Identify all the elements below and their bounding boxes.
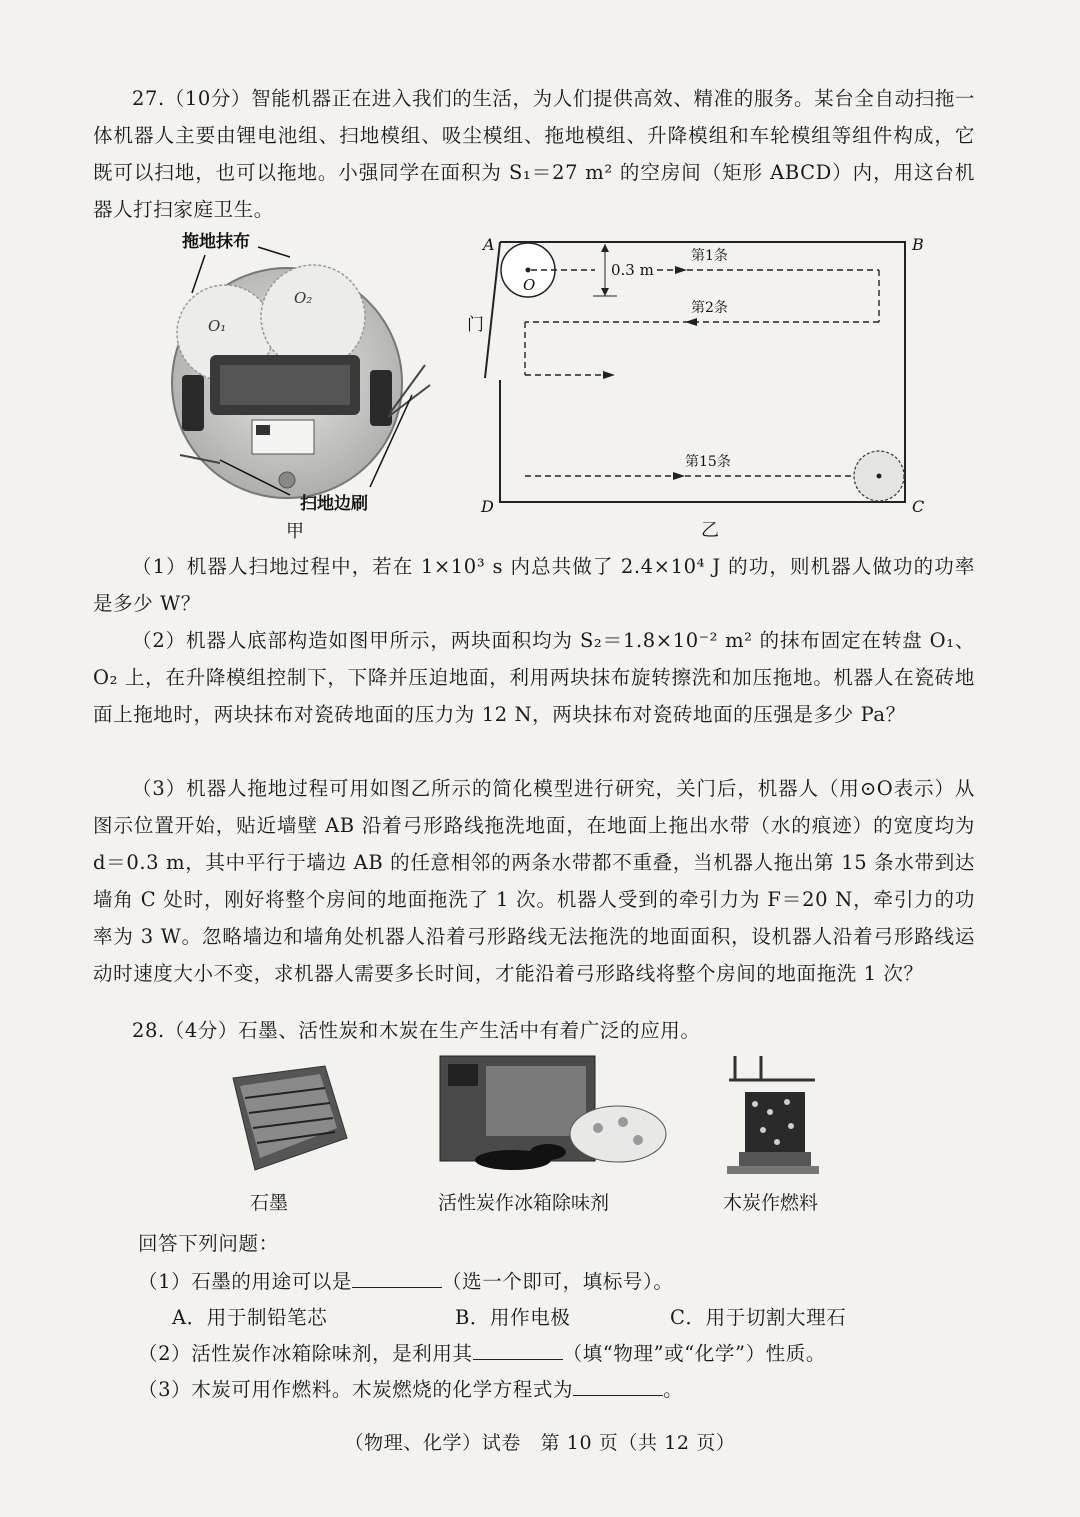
q28-sub1: （1）石墨的用途可以是 （选一个即可，填标号）。 [138,1270,674,1293]
answer-blank-2[interactable] [473,1341,563,1360]
caption-charcoal: 木炭作燃料 [723,1192,819,1214]
page-footer: （物理、化学）试卷 第 10 页（共 12 页） [344,1432,736,1454]
label-o2: O₂ [294,289,313,307]
answer-blank-1[interactable] [352,1269,442,1288]
label-brush: 扫地边刷 [300,494,368,514]
strip-1-label: 第1条 [691,248,728,264]
q27-part2: （2）机器人底部构造如图甲所示，两块面积均为 S₂＝1.8×10⁻² m² 的抹布固定在转盘 O₁、O₂ 上，在升降模组控制下，下降并压迫地面，利用两块抹布旋转擦洗和加压拖地。机器人在瓷砖地面上拖地时，两块抹布对瓷砖地面的压力为 12 N，两块抹布对瓷砖地面的压强是多少 Pa？ [93,629,975,726]
q27-part1: （1）机器人扫地过程中，若在 1×10³ s 内总共做了 2.4×10⁴ J 的功，则机器人做功的功率是多少 W？ [93,555,975,615]
caption-graphite: 石墨 [250,1192,289,1214]
graphite-image [215,1058,355,1178]
wheel-left [182,375,204,431]
door [485,242,500,378]
figure-yi [465,230,945,545]
strip-2-label: 第2条 [691,300,728,316]
answer-blank-3[interactable] [573,1377,663,1396]
q28-prompt: 回答下列问题： [138,1232,279,1255]
q28-sub3: （3）木炭可用作燃料。木炭燃烧的化学方程式为 。 [138,1378,684,1401]
option-a: A．用于制铅笔芯 [172,1306,328,1329]
corner-c: C [912,497,925,516]
label-o: O [523,276,536,294]
q27-part3: （3）机器人拖地过程可用如图乙所示的简化模型进行研究，关门后，机器人（用⊙O表示）从图示位置开始，贴近墙壁 AB 沿着弓形路线拖洗地面，在地面上拖出水带（水的痕迹）的宽度均为 d＝0.3 m，其中平行于墙边 AB 的任意相邻的两条水带都不重叠，当机器人拖出第 15 条水带到达墙角 C 处时，刚好将整个房间的地面拖洗了 1 次。机器人受到的牵引力为 F＝20 N，牵引力的功率为 3 W。忽略墙边和墙角处机器人沿着弓形路线无法拖洗的地面面积，设机器人沿着弓形路线运动时速度大小不变，求机器人需要多长时间，才能沿着弓形路线将整个房间的地面拖洗 1 次？ [93,777,975,985]
figure-jia [160,225,440,545]
width-label: 0.3 m [611,261,654,279]
caption-jia: 甲 [286,521,304,542]
activated-carbon-image [438,1052,668,1177]
charcoal-stove-image [725,1052,820,1177]
corner-a: A [483,235,495,254]
strip-15-label: 第15条 [685,454,731,470]
caption-activated-carbon: 活性炭作冰箱除味剂 [438,1192,610,1214]
option-c: C．用于切割大理石 [670,1306,847,1329]
caption-yi: 乙 [701,520,719,541]
label-mop: 拖地抹布 [182,232,250,252]
door-label: 门 [467,315,484,335]
q28-sub2: （2）活性炭作冰箱除味剂，是利用其 （填“物理”或“化学”）性质。 [138,1342,826,1365]
corner-d: D [481,497,494,516]
label-o1: O₁ [208,317,227,335]
q27-intro: 27.（10分）智能机器正在进入我们的生活，为人们提供高效、精准的服务。某台全自动扫拖一体机器人主要由锂电池组、扫地模组、吸尘模组、拖地模组、升降模组和车轮模组等组件构成，它既可以扫地，也可以拖地。小强同学在面积为 S₁＝27 m² 的空房间（矩形 ABCD）内，用这台机器人打扫家庭卫生。 [93,87,975,221]
option-b: B．用作电极 [455,1306,571,1329]
corner-b: B [912,235,924,254]
mop-pad-o2 [261,265,365,369]
q28-intro: 28.（4分）石墨、活性炭和木炭在生产生活中有着广泛的应用。 [132,1019,701,1042]
